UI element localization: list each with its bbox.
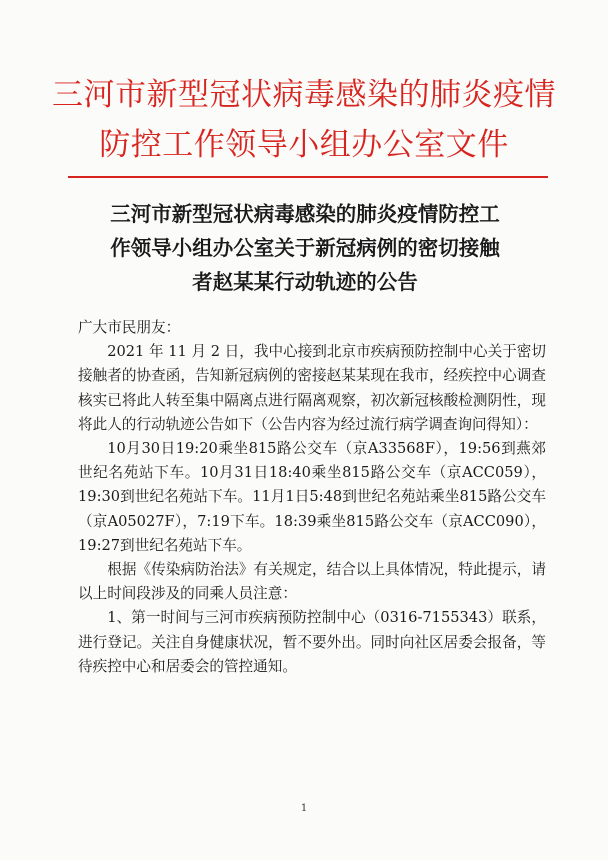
page-number: 1 bbox=[300, 803, 308, 814]
title-line-2: 作领导小组办公室关于新冠病例的密切接触 bbox=[110, 236, 500, 260]
salutation: 广大市民朋友： bbox=[78, 319, 181, 336]
paragraph-instruction-1: 1、第一时间与三河市疾病预防控制中心（0316-7155343）联系，进行登记。关注自身健康状况，暂不要外出。同时向社区居委会报备，等待疾控中心和居委会的管控通知。 bbox=[78, 609, 546, 675]
header-line-1: 三河市新型冠状病毒感染的肺炎疫情 bbox=[52, 77, 556, 113]
document-header bbox=[0, 70, 608, 170]
notice-title bbox=[72, 197, 538, 299]
title-line-3: 者赵某某行动轨迹的公告 bbox=[192, 270, 418, 294]
paragraph-itinerary: 10月30日19:20乘坐815路公交车（京A33568F），19:56到燕郊世纪名苑站下车。10月31日18:40乘坐815路公交车（京ACC059），19:30到世纪名苑站下车。11月1日5:48到世纪名苑站乘坐815路公交车（京A05027F），7:19下车。18:39乘坐815路公交车（京ACC090），19:27到世纪名苑站下车。 bbox=[78, 440, 546, 554]
title-line-1: 三河市新型冠状病毒感染的肺炎疫情防控工 bbox=[110, 202, 500, 226]
notice-body bbox=[78, 316, 546, 679]
header-line-2: 防控工作领导小组办公室文件 bbox=[99, 127, 509, 163]
header-red-rule bbox=[68, 176, 548, 178]
paragraph-regulation: 根据《传染病防治法》有关规定，结合以上具体情况，特此提示，请以上时间段涉及的同乘人员注意： bbox=[78, 561, 546, 603]
paragraph-date-notice: 2021 年 11 月 2 日，我中心接到北京市疾病预防控制中心关于密切接触者的协查函，告知新冠病例的密接赵某某现在我市，经疾控中心调查核实已将此人转至集中隔离点进行隔离观察，初次新冠核酸检测阴性，现将此人的行动轨迹公告如下（公告内容为经过流行病学调查询问得知）： bbox=[78, 343, 546, 433]
